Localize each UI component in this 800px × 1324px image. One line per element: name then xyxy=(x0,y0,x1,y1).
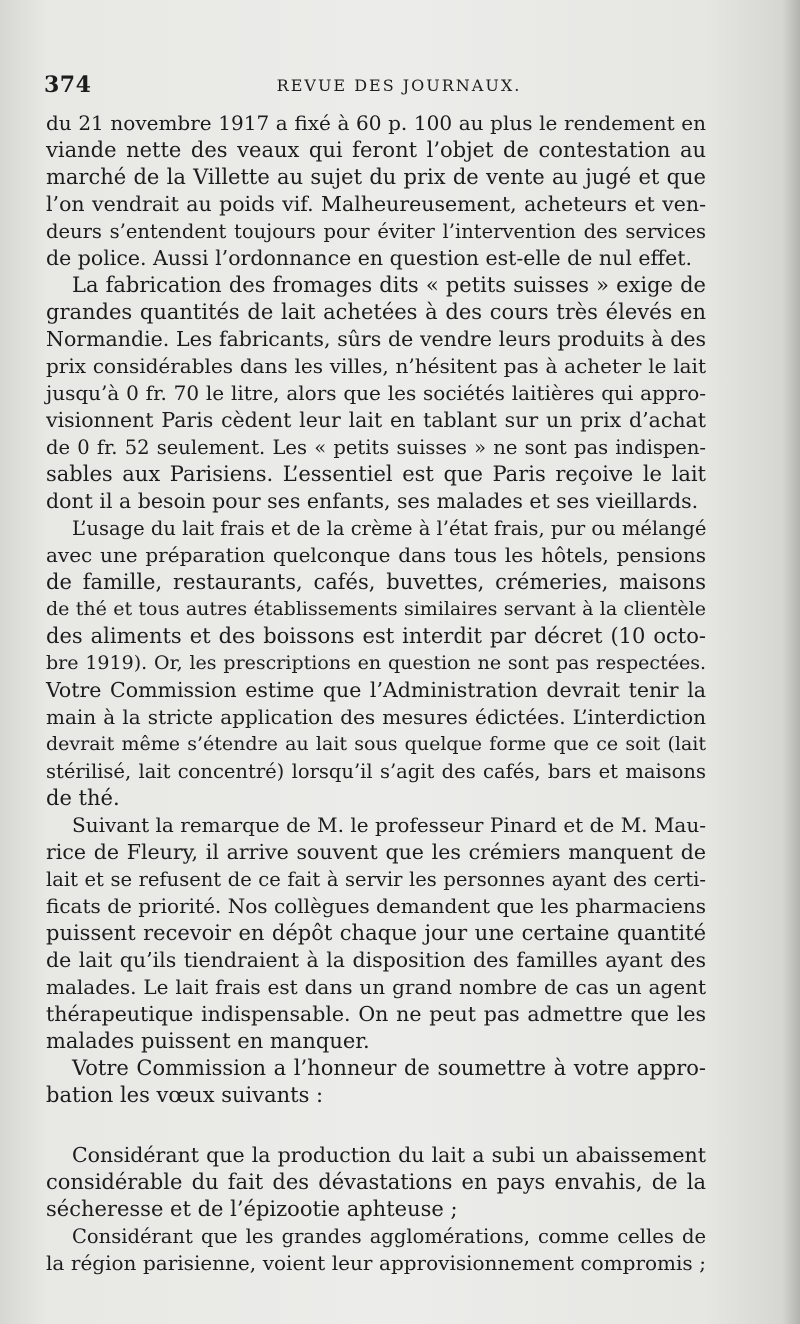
body-text xyxy=(46,110,706,1277)
text-line: Normandie. Les fabricants, sûrs de vendre leurs produits à des xyxy=(46,327,706,351)
text-line: considérable du fait des dévastations en pays envahis, de la xyxy=(46,1170,706,1194)
text-line: visionnent Paris cèdent leur lait en tablant sur un prix d’achat xyxy=(46,408,706,432)
text-line: jusqu’à 0 fr. 70 le litre, alors que les sociétés laitières qui appro- xyxy=(46,381,706,405)
text-line: sables aux Parisiens. L’essentiel est que Paris reçoive le lait xyxy=(46,462,706,486)
text-line: rice de Fleury, il arrive souvent que les crémiers manquent de xyxy=(46,840,706,864)
paragraph-gap xyxy=(46,1109,706,1142)
paragraph xyxy=(46,272,706,515)
text-line: Considérant que la production du lait a subi un abaissement xyxy=(72,1143,706,1167)
text-line: du 21 novembre 1917 a fixé à 60 p. 100 au plus le rendement en xyxy=(46,111,706,135)
text-line: main à la stricte application des mesures édictées. L’interdiction xyxy=(46,705,706,729)
paragraph xyxy=(46,110,706,272)
page-shadow xyxy=(782,0,800,1324)
text-line: l’on vendrait au poids vif. Malheureusement, acheteurs et ven- xyxy=(46,192,706,216)
text-line: Votre Commission estime que l’Administration devrait tenir la xyxy=(46,678,706,702)
paragraph xyxy=(46,1223,706,1277)
paragraph xyxy=(46,1055,706,1109)
page-number: 374 xyxy=(44,72,92,98)
text-line: devrait même s’étendre au lait sous quelque forme que ce soit (lait xyxy=(46,733,706,755)
text-line: la région parisienne, voient leur approvisionnement compromis ; xyxy=(46,1251,706,1275)
paragraph xyxy=(46,1142,706,1223)
text-line: thérapeutique indispensable. On ne peut pas admettre que les xyxy=(46,1002,706,1026)
text-line: viande nette des veaux qui feront l’objet de contestation au xyxy=(46,138,706,162)
text-line: de famille, restaurants, cafés, buvettes, crémeries, maisons xyxy=(46,570,706,594)
text-line: puissent recevoir en dépôt chaque jour une certaine quantité xyxy=(46,921,706,945)
paragraph xyxy=(46,515,706,812)
text-line: La fabrication des fromages dits « petits suisses » exige de xyxy=(72,273,706,297)
text-line: malades puissent en manquer. xyxy=(46,1029,370,1053)
text-line: bre 1919). Or, les prescriptions en question ne sont pas respectées. xyxy=(46,652,706,674)
text-line: de thé. xyxy=(46,786,120,810)
running-title: REVUE DES JOURNAUX. xyxy=(276,76,522,95)
text-line: lait et se refusent de ce fait à servir les personnes ayant des certi- xyxy=(46,868,706,891)
text-line: de police. Aussi l’ordonnance en question est-elle de nul effet. xyxy=(46,246,692,270)
text-line: marché de la Villette au sujet du prix de vente au jugé et que xyxy=(46,165,706,189)
text-line: Considérant que les grandes agglomérations, comme celles de xyxy=(72,1225,706,1248)
text-line: L’usage du lait frais et de la crème à l’état frais, pur ou mélangé xyxy=(72,517,707,540)
text-line: grandes quantités de lait achetées à des cours très élevés en xyxy=(46,300,706,324)
text-line: de lait qu’ils tiendraient à la disposition des familles ayant des xyxy=(46,948,706,972)
text-line: sécheresse et de l’épizootie aphteuse ; xyxy=(46,1197,458,1221)
text-line: bation les vœux suivants : xyxy=(46,1083,324,1107)
text-line: de 0 fr. 52 seulement. Les « petits suisses » ne sont pas indispen- xyxy=(46,436,706,459)
page-header xyxy=(44,72,714,102)
text-line: ficats de priorité. Nos collègues demandent que les pharmaciens xyxy=(46,894,706,918)
text-line: des aliments et des boissons est interdit par décret (10 octo- xyxy=(46,624,706,648)
text-line: avec une préparation quelconque dans tous les hôtels, pensions xyxy=(46,543,706,567)
text-line: deurs s’entendent toujours pour éviter l’intervention des services xyxy=(46,220,706,243)
text-line: de thé et tous autres établissements similaires servant à la clientèle xyxy=(46,598,706,620)
text-line: prix considérables dans les villes, n’hésitent pas à acheter le lait xyxy=(46,354,706,378)
text-line: Suivant la remarque de M. le professeur Pinard et de M. Mau- xyxy=(72,813,706,837)
text-line: dont il a besoin pour ses enfants, ses malades et ses vieillards. xyxy=(46,489,699,513)
text-line: Votre Commission a l’honneur de soumettre à votre appro- xyxy=(72,1056,706,1080)
text-line: malades. Le lait frais est dans un grand nombre de cas un agent xyxy=(46,975,706,999)
text-line: stérilisé, lait concentré) lorsqu’il s’agit des cafés, bars et maisons xyxy=(46,760,706,783)
paragraph xyxy=(46,812,706,1055)
